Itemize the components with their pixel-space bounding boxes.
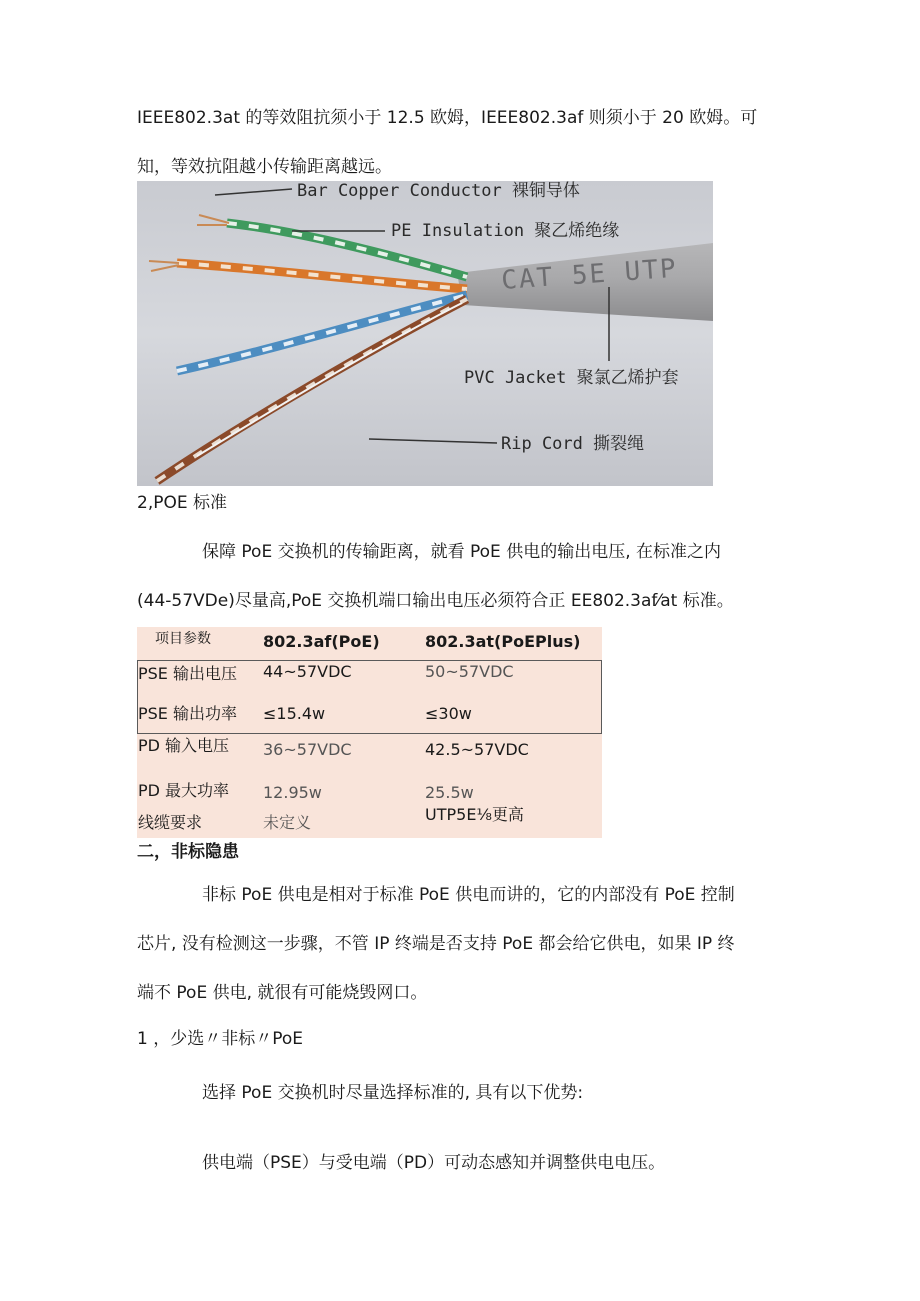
table-header-param: 项目参数 [155,631,211,647]
table-cell: 12.95w [263,783,322,802]
section-heading: 二，非标隐患 [137,842,239,862]
paragraph-line: 非标 PoE 供电是相对于标准 PoE 供电而讲的，它的内部没有 PoE 控制 [202,885,735,905]
label-jacket: PVC Jacket 聚氯乙烯护套 [464,368,679,388]
list-item-heading: 1 ，少选〃非标〃PoE [137,1029,304,1049]
table-cell: PD 输入电压 [138,736,230,755]
paragraph-line: 供电端（PSE）与受电端（PD）可动态感知并调整供电电压。 [202,1153,666,1173]
poe-standard-table [137,627,602,838]
cable-photo [137,181,713,486]
jacket-print: CAT 5E UTP [500,253,679,296]
table-cell: PD 最大功率 [138,781,230,800]
paragraph-line: 选择 PoE 交换机时尽量选择标准的, 具有以下优势: [202,1083,584,1103]
paragraph-line: 芯片, 没有检测这一步骤，不管 IP 终端是否支持 PoE 都会给它供电，如果 IP 终 [137,934,735,954]
label-insulation: PE Insulation 聚乙烯绝缘 [391,221,620,241]
table-cell: PSE 输出电压 [138,664,238,683]
table-cell: 50~57VDC [425,662,514,681]
table-cell: 线缆要求 [138,813,203,832]
paragraph-line: 知，等效抗阻越小传输距离越远。 [137,157,392,177]
table-cell: 25.5w [425,783,474,802]
section-heading: 2,POE 标准 [137,493,227,513]
table-header-af: 802.3af(PoE) [263,632,380,651]
table-cell: ≤15.4w [263,704,326,723]
table-cell: 42.5~57VDC [425,740,529,759]
paragraph-line: 端不 PoE 供电, 就很有可能烧毁网口。 [137,983,428,1003]
table-cell: 未定义 [263,813,312,832]
table-cell: UTP5E⅛更高 [425,805,524,824]
table-cell: ≤30w [425,704,472,723]
table-header-at: 802.3at(PoEPlus) [425,632,581,651]
label-rip-cord: Rip Cord 撕裂绳 [501,434,645,454]
label-conductor: Bar Copper Conductor 裸铜导体 [297,181,580,201]
table-cell: PSE 输出功率 [138,704,238,723]
paragraph-line: IEEE802.3at 的等效阻抗须小于 12.5 欧姆，IEEE802.3af 则须小于 20 欧姆。可 [137,108,758,128]
paragraph-line: 保障 PoE 交换机的传输距离，就看 PoE 供电的输出电压, 在标准之内 [202,542,721,562]
table-cell: 44~57VDC [263,662,352,681]
paragraph-line: (44-57VDe)尽量高,PoE 交换机端口输出电压必须符合正 EE802.3af⁄at 标准。 [137,591,734,611]
table-cell: 36~57VDC [263,740,352,759]
